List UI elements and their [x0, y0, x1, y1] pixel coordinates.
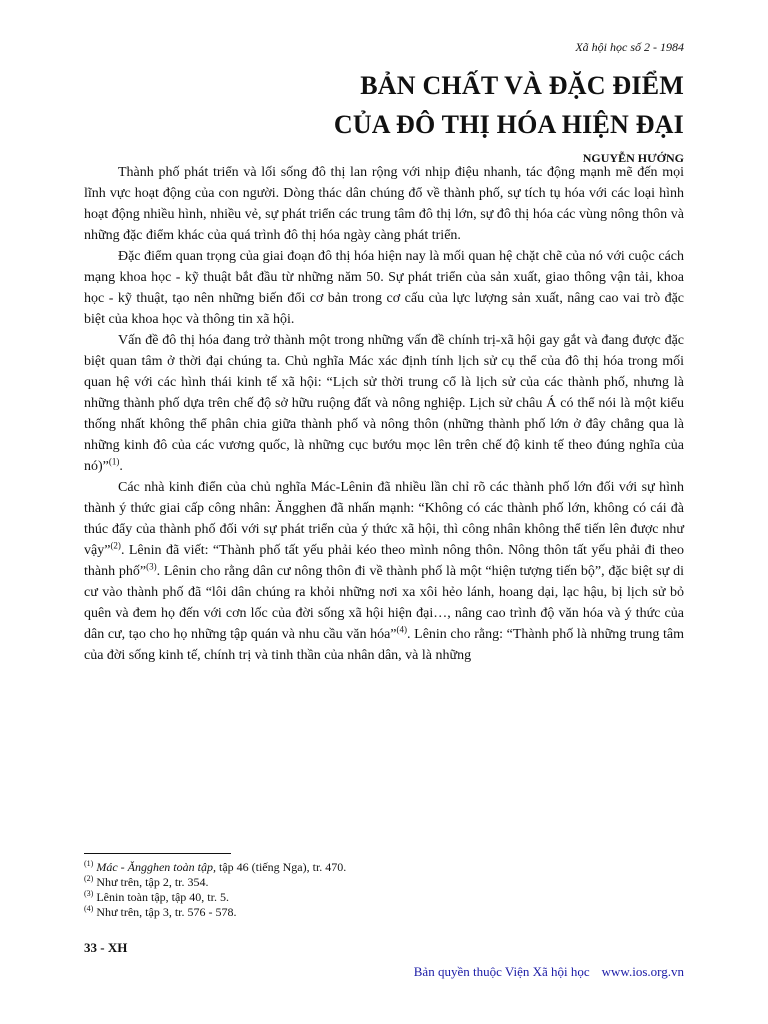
author-name: NGUYỄN HƯỚNG — [582, 151, 684, 165]
footnote-mark: (2) — [84, 874, 94, 883]
footnote-4 — [84, 905, 584, 920]
copyright-notice — [414, 964, 684, 980]
paragraph-3-end: . — [119, 459, 123, 474]
footnote-ref-2[interactable]: (2) — [110, 540, 121, 551]
paragraph-2: Đặc điểm quan trọng của giai đoạn đô thị hóa hiện nay là mối quan hệ chặt chẽ của nó với cuộc cách mạng khoa học - kỹ thuật bắt đầu từ những năm 50. Sự phát triển của sản xuất, giao thông vận tải, khoa học - kỹ thuật, tạo nên những biến đổi cơ bản trong cơ cấu của lực lượng sản xuất, nâng cao vai trò đặc biệt của khoa học và thông tin xã hội. — [84, 249, 684, 327]
page-number: 33 - XH — [84, 940, 128, 955]
footnote-ref-3[interactable]: (3) — [146, 561, 157, 572]
footnotes — [84, 860, 584, 920]
footnote-text: tập 46 (tiếng Nga), tr. 470. — [215, 860, 347, 874]
paragraph-3-text: Vấn đề đô thị hóa đang trở thành một trong những vấn đề chính trị-xã hội gay gắt và đang được đặc biệt quan tâm ở thời đại chúng ta. Chủ nghĩa Mác xác định tính lịch sử cụ thể của đô thị hóa trong mối quan hệ với các hình thái kinh tế xã hội: “Lịch sử thời trung cổ là lịch sử của các thành phố, nhưng là những thành phố dựa trên chế độ sở hữu ruộng đất và nông nghiệp. Lịch sử châu Á có thể nói là một kiểu thống nhất không thể phân chia giữa thành phố và nông thôn (những thành phố lớn ở đây chẳng qua là những kinh đô của các vương quốc, là những cục bướu mọc lên trên chế độ kinh tế theo đúng nghĩa của nó)” — [84, 333, 684, 474]
title-line-2: CỦA ĐÔ THỊ HÓA HIỆN ĐẠI — [333, 110, 684, 139]
article-title — [334, 66, 684, 144]
paragraph-3 — [84, 330, 684, 477]
article-body — [84, 162, 684, 666]
footnote-text: Như trên, tập 3, tr. 576 - 578. — [93, 905, 237, 919]
title-line-1: BẢN CHẤT VÀ ĐẶC ĐIỂM — [360, 71, 684, 100]
footnote-mark: (1) — [84, 859, 94, 868]
footnote-divider — [84, 853, 231, 854]
footnote-1 — [84, 860, 584, 875]
footnote-text: Lênin toàn tập, tập 40, tr. 5. — [93, 890, 229, 904]
footnote-text: Như trên, tập 2, tr. 354. — [93, 875, 209, 889]
paragraph-4-part-b: . Lênin đã viết: “Thành phố tất yếu phải kéo theo mình nông thôn. Nông thôn tất yếu phải đi theo thành phố” — [84, 543, 684, 579]
footnote-book-title: Mác - Ăngghen toàn tập, — [96, 860, 216, 874]
paragraph-1: Thành phố phát triển và lối sống đô thị lan rộng với nhịp điệu nhanh, tác động mạnh mẽ đến mọi lĩnh vực hoạt động của con người. Dòng thác dân chúng đổ về thành phố, sự tích tụ hóa với các loại hình hoạt động nhiều hình, nhiều vẻ, sự phát triển các trung tâm đô thị lớn, sự đô thị hóa các vùng nông thôn và những đặc điểm khác của quá trình đô thị hóa ngày càng phát triển. — [84, 165, 684, 243]
paragraph-4-part-d: . Lênin cho rằng: “Thành phố là những trung tâm của đời sống kinh tế, chính trị và tinh thần của nhân dân, và là những — [84, 627, 684, 663]
footnote-mark: (4) — [84, 904, 94, 913]
journal-issue: Xã hội học số 2 - 1984 — [575, 40, 684, 54]
paragraph-4 — [84, 477, 684, 666]
footnote-ref-4[interactable]: (4) — [396, 624, 408, 635]
footnote-mark: (3) — [84, 889, 94, 898]
website-link[interactable]: www.ios.org.vn — [601, 964, 684, 979]
copyright-text: Bản quyền thuộc Viện Xã hội học — [413, 964, 590, 979]
paragraph-4-part-c: . Lênin cho rằng dân cư nông thôn đi về thành phố là một “hiện tượng tiến bộ”, đặc biệt sự di cư vào thành phố đã “lôi dân chúng ra khỏi những nơi xa xôi hẻo lánh, hoang dại, lạc hậu, bị lịch sử bỏ quên và đem họ đến với cơn lốc của đời sống xã hội hiện đại…, nâng cao trình độ văn hóa và ý thức của dân cư, tạo cho họ những tập quán và nhu cầu văn hóa” — [84, 564, 684, 642]
footnote-ref-1[interactable]: (1) — [108, 456, 120, 467]
footnote-3 — [84, 890, 584, 905]
footnote-2 — [84, 875, 584, 890]
paragraph-4-part-a: Các nhà kinh điển của chủ nghĩa Mác-Lênin đã nhiều lần chỉ rõ các thành phố lớn đối với sự hình thành ý thức giai cấp công nhân: Ăngghen đã nhấn mạnh: “Không có các thành phố lớn, không có cái đà thúc đẩy của thành phố đối với sự phát triển của ý thức xã hội, thì công nhân không thể tiến lên được như vậy” — [84, 480, 684, 558]
